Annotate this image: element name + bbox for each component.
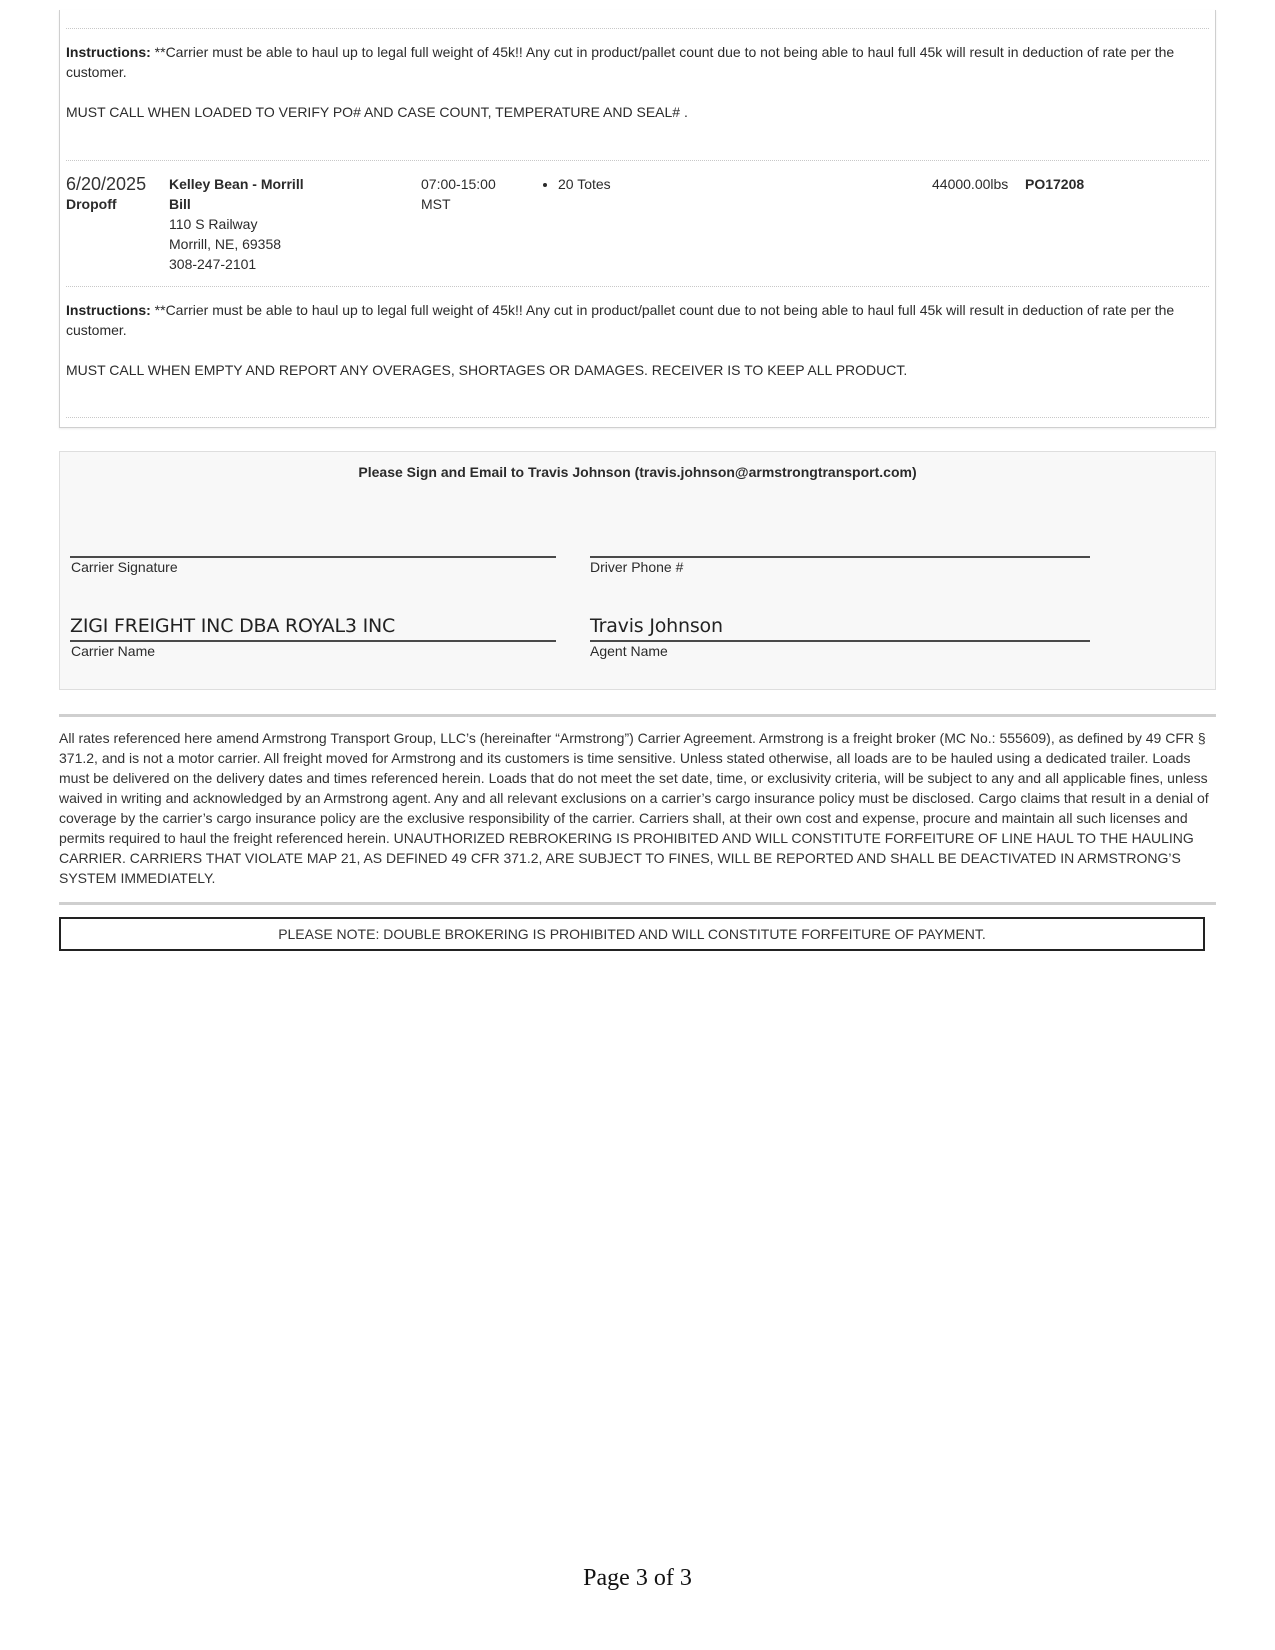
must-call-text: MUST CALL WHEN LOADED TO VERIFY PO# AND CASE COUNT, TEMPERATURE AND SEAL# . [66,104,688,120]
carrier-name-line [70,640,556,642]
divider [66,286,1209,287]
signature-title: Please Sign and Email to Travis Johnson (travis.johnson@armstrongtransport.com) [358,464,917,480]
driver-phone-label: Driver Phone # [590,559,684,575]
stop-address [169,174,319,274]
divider [66,28,1209,29]
instructions-label: Instructions: [66,44,151,60]
stop-items [538,174,611,194]
divider [59,714,1216,717]
timezone: MST [421,196,451,212]
agent-name-value: Travis Johnson [590,615,723,637]
terms-paragraph: All rates referenced here amend Armstrong Transport Group, LLC’s (hereinafter “Armstrong”) Carrier Agreement. Armstrong is a freight broker (MC No.: 555609), as defined by 49 CFR § 371.2, and is not a motor carrier. All freight moved for Armstrong and its customers is time sensitive. Unless stated otherwise, all loads are to be hauled using a dedicated trailer. Loads must be delivered on the delivery dates and times referenced herein. Loads that do not meet the set date, time, or exclusivity criteria, will be subject to any and all applicable fines, unless waived in writing and acknowledged by an Armstrong agent. Any and all relevant exclusions on a carrier’s cargo insurance policy must be disclosed. Cargo claims that result in a denial of coverage by the carrier’s cargo insurance policy are the exclusive responsibility of the carrier. Carriers shall, at their own cost and expense, procure and maintain all such licenses and permits required to haul the freight referenced herein. UNAUTHORIZED REBROKERING IS PROHIBITED AND WILL CONSTITUTE FORFEITURE OF LINE HAUL TO THE HAULING CARRIER. CARRIERS THAT VIOLATE MAP 21, AS DEFINED 49 CFR 371.2, ARE SUBJECT TO FINES, WILL BE REPORTED AND SHALL BE DEACTIVATED IN ARMSTRONG’S SYSTEM IMMEDIATELY. [59,730,1209,886]
instructions-text: **Carrier must be able to haul up to legal full weight of 45k!! Any cut in product/pallet count due to not being able to haul full 45k will result in deduction of rate per the customer. [66,302,1175,338]
location-name: Kelley Bean - Morrill [169,176,304,192]
carrier-signature-label: Carrier Signature [71,559,178,575]
stop-date: 6/20/2025 [66,174,147,194]
instructions-text: **Carrier must be able to haul up to legal full weight of 45k!! Any cut in product/pallet count due to not being able to haul full 45k will result in deduction of rate per the customer. [66,44,1175,80]
address-line: 110 S Railway [169,216,258,232]
divider [59,902,1216,905]
agent-name-line [590,640,1090,642]
double-brokering-note: PLEASE NOTE: DOUBLE BROKERING IS PROHIBITED AND WILL CONSTITUTE FORFEITURE OF PAYMENT. [59,917,1205,951]
instructions-label: Instructions: [66,302,151,318]
stop-po: PO17208 [1025,176,1085,192]
list-item: • 20 Totes [558,174,611,194]
pickup-instructions [66,42,1206,122]
must-call-text: MUST CALL WHEN EMPTY AND REPORT ANY OVERAGES, SHORTAGES OR DAMAGES. RECEIVER IS TO KEEP ALL PRODUCT. [66,362,908,378]
stop-time [421,174,511,214]
stop-weight: 44000.00lbs [932,176,1009,192]
divider [66,160,1209,161]
divider [66,417,1209,418]
driver-phone-line[interactable] [590,556,1090,558]
carrier-signature-line[interactable] [70,556,556,558]
location-phone: 308-247-2101 [169,256,257,272]
page-number: Page 3 of 3 [583,1565,692,1591]
stop-type: Dropoff [66,196,117,212]
location-name-2: Bill [169,196,191,212]
carrier-name-label: Carrier Name [71,643,156,659]
address-city: Morrill, NE, 69358 [169,236,282,252]
stops-section [59,10,1216,428]
dropoff-instructions [66,300,1206,380]
carrier-name-value: ZIGI FREIGHT INC DBA ROYAL3 INC [70,615,396,637]
signature-section [59,451,1216,690]
agent-name-label: Agent Name [590,643,668,659]
time-window: 07:00-15:00 [421,176,496,192]
